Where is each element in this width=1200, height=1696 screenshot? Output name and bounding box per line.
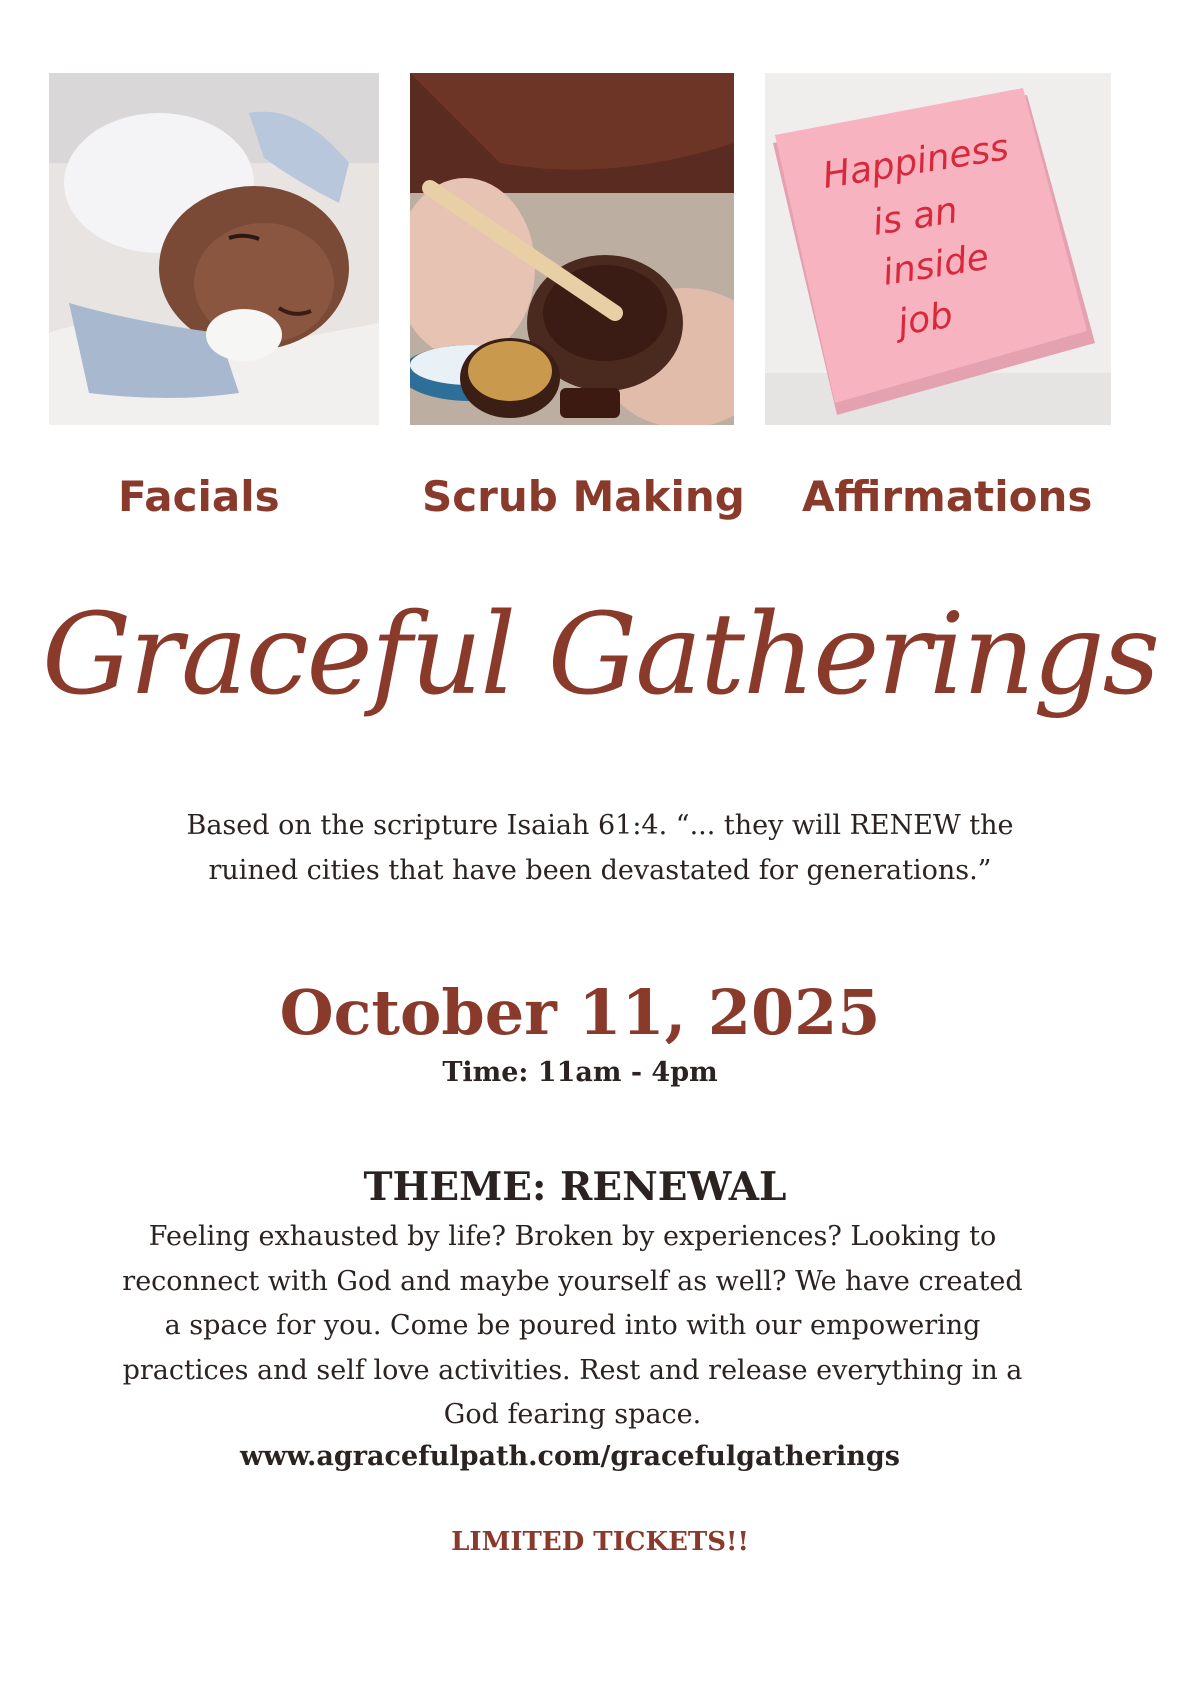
facial-photo: [49, 73, 379, 425]
limited-tickets-notice: LIMITED TICKETS!!: [451, 1527, 749, 1557]
event-date: October 11, 2025: [279, 976, 881, 1049]
category-affirmations-label: Affirmations: [802, 472, 1093, 521]
scripture-quote: Based on the scripture Isaiah 61:4. “... they will RENEW the ruined cities that have been devastated for generations.”: [186, 810, 1014, 886]
note-line-1: Happiness: [819, 127, 1012, 197]
event-website-link[interactable]: www.agracefulpath.com/gracefulgatherings: [240, 1441, 900, 1472]
event-description: Feeling exhausted by life? Broken by experiences? Looking to reconnect with God and maybe yourself as well? We have created a space for you. Come be poured into with our empowering practices and self love activities. Rest and release everything in a God fearing space.: [122, 1221, 1023, 1430]
event-time: Time: 11am - 4pm: [442, 1057, 718, 1088]
note-line-4: job: [894, 294, 956, 344]
affirmation-sticky-note-photo: [765, 73, 1111, 425]
category-scrub-making-label: Scrub Making: [422, 472, 745, 521]
event-title: Graceful Gatherings: [41, 590, 1159, 720]
note-line-3: inside: [879, 236, 992, 294]
note-line-2: is an: [869, 190, 961, 244]
scrub-making-photo: [410, 73, 734, 425]
event-theme: THEME: RENEWAL: [363, 1164, 787, 1210]
category-facials-label: Facials: [118, 472, 280, 521]
